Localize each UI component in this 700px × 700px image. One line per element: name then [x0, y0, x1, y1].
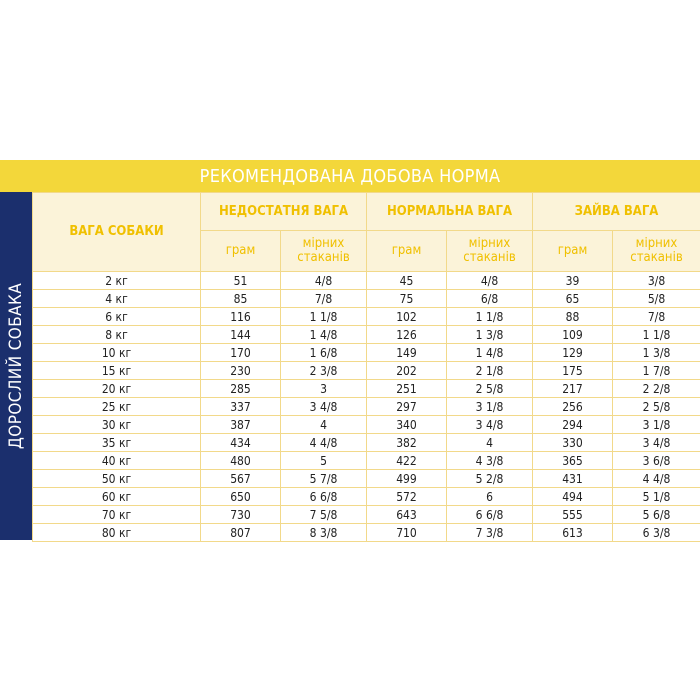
- underweight-cups-cell: 4/8: [281, 272, 367, 290]
- weight-cell: 30 кг: [33, 416, 201, 434]
- underweight-grams-cell: 567: [201, 470, 281, 488]
- underweight-cups-cell: 3: [281, 380, 367, 398]
- normal-cups-cell: 7 3/8: [447, 524, 533, 542]
- normal-cups-cell: 4: [447, 434, 533, 452]
- normal-cups-cell: 6 6/8: [447, 506, 533, 524]
- overweight-cups-cell: 3 4/8: [613, 434, 700, 452]
- cups-subheader: мірних стаканів: [613, 231, 700, 272]
- underweight-grams-cell: 730: [201, 506, 281, 524]
- underweight-cups-cell: 3 4/8: [281, 398, 367, 416]
- normal-cups-cell: 6/8: [447, 290, 533, 308]
- side-label-bar: [0, 192, 32, 540]
- chart-title: РЕКОМЕНДОВАНА ДОБОВА НОРМА: [0, 160, 700, 192]
- cups-subheader: мірних стаканів: [281, 231, 367, 272]
- underweight-grams-cell: 387: [201, 416, 281, 434]
- normal-grams-cell: 251: [367, 380, 447, 398]
- overweight-grams-cell: 256: [533, 398, 613, 416]
- normal-grams-cell: 297: [367, 398, 447, 416]
- underweight-grams-cell: 51: [201, 272, 281, 290]
- table-row: [33, 398, 700, 416]
- table-row: [33, 380, 700, 398]
- underweight-grams-cell: 434: [201, 434, 281, 452]
- table-row: [33, 416, 700, 434]
- overweight-grams-cell: 217: [533, 380, 613, 398]
- underweight-cups-cell: 1 1/8: [281, 308, 367, 326]
- underweight-grams-cell: 116: [201, 308, 281, 326]
- table-row: [33, 452, 700, 470]
- overweight-cups-cell: 6 3/8: [613, 524, 700, 542]
- group-header-underweight: НЕДОСТАТНЯ ВАГА: [201, 193, 367, 231]
- overweight-cups-cell: 1 7/8: [613, 362, 700, 380]
- overweight-grams-cell: 431: [533, 470, 613, 488]
- overweight-grams-cell: 330: [533, 434, 613, 452]
- normal-cups-cell: 2 5/8: [447, 380, 533, 398]
- weight-cell: 60 кг: [33, 488, 201, 506]
- underweight-cups-cell: 4 4/8: [281, 434, 367, 452]
- weight-cell: 35 кг: [33, 434, 201, 452]
- normal-grams-cell: 102: [367, 308, 447, 326]
- table-row: [33, 362, 700, 380]
- overweight-grams-cell: 39: [533, 272, 613, 290]
- table-row: [33, 488, 700, 506]
- underweight-cups-cell: 4: [281, 416, 367, 434]
- weight-cell: 80 кг: [33, 524, 201, 542]
- underweight-grams-cell: 807: [201, 524, 281, 542]
- weight-cell: 2 кг: [33, 272, 201, 290]
- weight-cell: 40 кг: [33, 452, 201, 470]
- table-row: [33, 308, 700, 326]
- group-header-normal: НОРМАЛЬНА ВАГА: [367, 193, 533, 231]
- cups-subheader: мірних стаканів: [447, 231, 533, 272]
- weight-cell: 20 кг: [33, 380, 201, 398]
- weight-cell: 25 кг: [33, 398, 201, 416]
- normal-cups-cell: 3 4/8: [447, 416, 533, 434]
- underweight-grams-cell: 480: [201, 452, 281, 470]
- table-row: [33, 290, 700, 308]
- weight-column-header: ВАГА СОБАКИ: [33, 193, 201, 272]
- underweight-cups-cell: 5 7/8: [281, 470, 367, 488]
- underweight-cups-cell: 2 3/8: [281, 362, 367, 380]
- overweight-grams-cell: 494: [533, 488, 613, 506]
- side-label: ДОРОСЛИЙ СОБАКА: [6, 282, 26, 450]
- normal-cups-cell: 3 1/8: [447, 398, 533, 416]
- overweight-cups-cell: 1 1/8: [613, 326, 700, 344]
- normal-cups-cell: 1 3/8: [447, 326, 533, 344]
- weight-cell: 50 кг: [33, 470, 201, 488]
- underweight-cups-cell: 7/8: [281, 290, 367, 308]
- normal-grams-cell: 340: [367, 416, 447, 434]
- table-row: [33, 272, 700, 290]
- overweight-cups-cell: 1 3/8: [613, 344, 700, 362]
- normal-grams-cell: 45: [367, 272, 447, 290]
- overweight-grams-cell: 555: [533, 506, 613, 524]
- group-header-overweight: ЗАЙВА ВАГА: [533, 193, 700, 231]
- normal-grams-cell: 382: [367, 434, 447, 452]
- grams-subheader: грам: [367, 231, 447, 272]
- underweight-grams-cell: 144: [201, 326, 281, 344]
- normal-grams-cell: 75: [367, 290, 447, 308]
- overweight-cups-cell: 4 4/8: [613, 470, 700, 488]
- normal-grams-cell: 499: [367, 470, 447, 488]
- overweight-grams-cell: 129: [533, 344, 613, 362]
- overweight-cups-cell: 2 2/8: [613, 380, 700, 398]
- underweight-grams-cell: 170: [201, 344, 281, 362]
- underweight-grams-cell: 85: [201, 290, 281, 308]
- table-row: [33, 434, 700, 452]
- underweight-grams-cell: 650: [201, 488, 281, 506]
- normal-grams-cell: 422: [367, 452, 447, 470]
- normal-cups-cell: 2 1/8: [447, 362, 533, 380]
- feeding-chart: [0, 160, 700, 540]
- overweight-cups-cell: 7/8: [613, 308, 700, 326]
- overweight-grams-cell: 613: [533, 524, 613, 542]
- normal-grams-cell: 572: [367, 488, 447, 506]
- normal-grams-cell: 202: [367, 362, 447, 380]
- grams-subheader: грам: [533, 231, 613, 272]
- overweight-cups-cell: 5/8: [613, 290, 700, 308]
- overweight-grams-cell: 88: [533, 308, 613, 326]
- underweight-grams-cell: 285: [201, 380, 281, 398]
- overweight-grams-cell: 65: [533, 290, 613, 308]
- underweight-cups-cell: 8 3/8: [281, 524, 367, 542]
- normal-cups-cell: 1 1/8: [447, 308, 533, 326]
- underweight-cups-cell: 6 6/8: [281, 488, 367, 506]
- header-row-groups: [33, 193, 700, 231]
- underweight-grams-cell: 230: [201, 362, 281, 380]
- table-row: [33, 470, 700, 488]
- weight-cell: 70 кг: [33, 506, 201, 524]
- overweight-cups-cell: 3 6/8: [613, 452, 700, 470]
- overweight-grams-cell: 365: [533, 452, 613, 470]
- table-row: [33, 326, 700, 344]
- overweight-cups-cell: 3/8: [613, 272, 700, 290]
- underweight-grams-cell: 337: [201, 398, 281, 416]
- feeding-table: [32, 192, 700, 542]
- underweight-cups-cell: 7 5/8: [281, 506, 367, 524]
- overweight-cups-cell: 3 1/8: [613, 416, 700, 434]
- normal-cups-cell: 6: [447, 488, 533, 506]
- normal-grams-cell: 710: [367, 524, 447, 542]
- normal-cups-cell: 5 2/8: [447, 470, 533, 488]
- weight-cell: 15 кг: [33, 362, 201, 380]
- normal-cups-cell: 1 4/8: [447, 344, 533, 362]
- underweight-cups-cell: 5: [281, 452, 367, 470]
- weight-cell: 4 кг: [33, 290, 201, 308]
- normal-cups-cell: 4/8: [447, 272, 533, 290]
- weight-cell: 10 кг: [33, 344, 201, 362]
- grams-subheader: грам: [201, 231, 281, 272]
- overweight-cups-cell: 5 1/8: [613, 488, 700, 506]
- normal-grams-cell: 643: [367, 506, 447, 524]
- overweight-cups-cell: 2 5/8: [613, 398, 700, 416]
- weight-cell: 6 кг: [33, 308, 201, 326]
- normal-grams-cell: 149: [367, 344, 447, 362]
- underweight-cups-cell: 1 6/8: [281, 344, 367, 362]
- overweight-cups-cell: 5 6/8: [613, 506, 700, 524]
- normal-cups-cell: 4 3/8: [447, 452, 533, 470]
- table-row: [33, 524, 700, 542]
- overweight-grams-cell: 109: [533, 326, 613, 344]
- underweight-cups-cell: 1 4/8: [281, 326, 367, 344]
- weight-cell: 8 кг: [33, 326, 201, 344]
- table-row: [33, 344, 700, 362]
- normal-grams-cell: 126: [367, 326, 447, 344]
- overweight-grams-cell: 175: [533, 362, 613, 380]
- table-row: [33, 506, 700, 524]
- overweight-grams-cell: 294: [533, 416, 613, 434]
